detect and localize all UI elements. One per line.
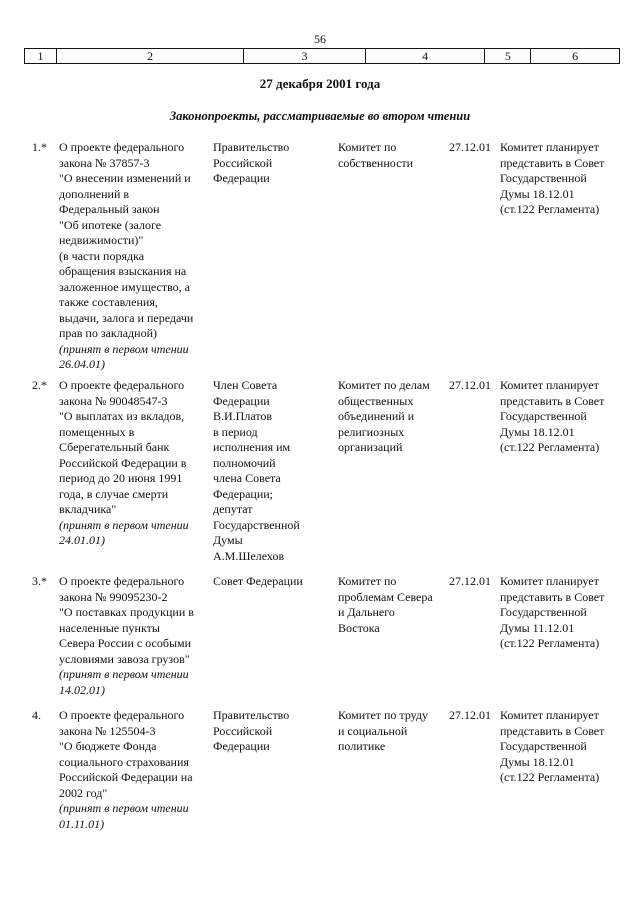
bill-title-line: О проекте федерального: [59, 574, 185, 588]
committee-plan-line: Думы 18.12.01: [500, 424, 575, 439]
consideration-date: 27.12.01: [449, 574, 491, 588]
committee: [338, 378, 450, 456]
committee-plan-line: Думы 18.12.01: [500, 754, 575, 769]
first-reading-note: 14.02.01): [59, 682, 105, 697]
committee-plan: [500, 140, 625, 218]
committee-line: общественных: [338, 393, 414, 408]
bill-title-line: "О поставках продукции в: [59, 605, 194, 619]
first-reading-note: 26.04.01): [59, 357, 105, 371]
bill-title-line: помещенных в: [59, 424, 135, 439]
committee-plan-line: Комитет планирует: [500, 574, 599, 588]
column-header-2: 2: [57, 49, 244, 63]
bill-title-line: Федеральный закон: [59, 202, 160, 216]
bill-title-line: Российской Федерации на: [59, 770, 193, 784]
bill-title-line: Сберегательный банк: [59, 440, 170, 454]
column-header-5: 5: [485, 49, 531, 63]
bill-title-line: О проекте федерального: [59, 708, 185, 722]
committee-line: Комитет по: [338, 574, 397, 588]
entry-number: 2.*: [32, 378, 47, 392]
bill-title-line: года, в случае смерти: [59, 486, 169, 501]
bill-title-line: "О бюджете Фонда: [59, 739, 157, 753]
initiator-line: Член Совета: [213, 378, 278, 392]
bill-title: [59, 378, 207, 549]
initiator-line: исполнения им: [213, 440, 291, 454]
committee-line: Востока: [338, 620, 380, 635]
column-header-4: 4: [366, 49, 486, 63]
committee-plan-line: (ст.122 Регламента): [500, 770, 600, 784]
bill-title-line: Севера России с особыми: [59, 636, 192, 650]
bill-title-line: дополнений в: [59, 186, 130, 201]
committee-plan: [500, 378, 625, 456]
committee-plan-line: Государственной: [500, 409, 587, 423]
date-heading: 27 декабря 2001 года: [259, 76, 381, 91]
initiator: [213, 378, 331, 564]
bill-title-line: социального страхования: [59, 754, 189, 769]
committee-line: политике: [338, 739, 386, 753]
committee-plan-line: представить в Совет: [500, 723, 605, 738]
initiator: [213, 140, 331, 187]
consideration-date: 27.12.01: [449, 378, 491, 392]
bill-title-line: Российской Федерации в: [59, 455, 187, 470]
bill-title-line: 2002 год": [59, 785, 108, 800]
bill-title-line: закона № 90048547-3: [59, 393, 168, 408]
bill-title-line: период до 20 июня 1991: [59, 471, 183, 485]
initiator-line: Федерации: [213, 393, 270, 408]
committee-plan-line: Думы 18.12.01: [500, 186, 575, 201]
committee-line: организаций: [338, 440, 403, 454]
initiator-line: Думы: [213, 533, 243, 547]
committee: [338, 574, 450, 636]
committee-line: и Дальнего: [338, 605, 395, 619]
initiator-line: В.И.Платов: [213, 409, 273, 423]
committee-line: Комитет по: [338, 140, 397, 154]
committee-plan-line: (ст.122 Регламента): [500, 636, 600, 650]
bill-title-line: недвижимости)": [59, 233, 144, 247]
committee-line: проблемам Севера: [338, 589, 433, 604]
committee-plan-line: Комитет планирует: [500, 378, 599, 392]
first-reading-note: (принят в первом чтении: [59, 341, 189, 356]
first-reading-note: 01.11.01): [59, 816, 105, 831]
initiator-line: Федерации: [213, 171, 270, 185]
first-reading-note: (принят в первом чтении: [59, 801, 189, 815]
committee-plan-line: Комитет планирует: [500, 140, 599, 154]
initiator-line: А.М.Шелехов: [213, 548, 285, 563]
initiator-line: Российской: [213, 723, 273, 738]
committee-plan-line: Комитет планирует: [500, 708, 599, 722]
bill-title-line: заложенное имущество, а: [59, 279, 190, 294]
initiator-line: депутат: [213, 502, 253, 516]
bill-title-line: О проекте федерального: [59, 140, 185, 154]
initiator-line: Российской: [213, 155, 273, 170]
bill-title-line: условиями завоза грузов": [59, 651, 190, 666]
column-header-6: 6: [572, 49, 579, 63]
first-reading-note: 24.01.01): [59, 533, 105, 547]
consideration-date: 27.12.01: [449, 140, 491, 154]
entry-number: 1.*: [32, 140, 47, 154]
committee-plan-line: представить в Совет: [500, 155, 605, 170]
bill-title-line: выдачи, залога и передачи: [59, 310, 194, 325]
committee-plan: [500, 708, 625, 786]
entry-number: 3.*: [32, 574, 47, 588]
bill-title: [59, 140, 207, 373]
committee-plan: [500, 574, 625, 652]
committee-plan-line: Государственной: [500, 171, 587, 185]
bill-title-line: "О выплатах из вкладов,: [59, 409, 185, 423]
first-reading-note: (принят в первом чтении: [59, 517, 189, 532]
bill-title-line: вкладчика": [59, 502, 117, 516]
committee-line: собственности: [338, 155, 414, 170]
committee-plan-line: представить в Совет: [500, 393, 605, 408]
initiator-line: полномочий: [213, 455, 276, 470]
committee-plan-line: представить в Совет: [500, 589, 605, 604]
bill-title-line: "Об ипотеке (залоге: [59, 217, 162, 232]
initiator: [213, 574, 331, 590]
bill-title-line: также составления,: [59, 295, 158, 309]
initiator: [213, 708, 331, 755]
bill-title-line: прав по закладной): [59, 326, 157, 340]
committee: [338, 140, 450, 171]
bill-title-line: "О внесении изменений и: [59, 171, 191, 185]
initiator-line: в период: [213, 424, 258, 439]
bill-title-line: населенные пункты: [59, 620, 160, 635]
committee-plan-line: Государственной: [500, 739, 587, 753]
initiator-line: Правительство: [213, 708, 290, 722]
committee-line: и социальной: [338, 723, 408, 738]
first-reading-note: (принят в первом чтении: [59, 667, 189, 681]
bill-title-line: (в части порядка: [59, 248, 145, 263]
committee-line: Комитет по труду: [338, 708, 429, 722]
committee-plan-line: (ст.122 Регламента): [500, 440, 600, 454]
column-header-1: 1: [25, 49, 57, 63]
committee-plan-line: Думы 11.12.01: [500, 620, 575, 635]
consideration-date: 27.12.01: [449, 708, 491, 722]
committee-line: Комитет по делам: [338, 378, 430, 392]
bill-title: [59, 574, 207, 698]
committee-line: религиозных: [338, 424, 405, 439]
column-header-3: 3: [244, 49, 366, 63]
committee-plan-line: (ст.122 Регламента): [500, 202, 600, 216]
committee-plan-line: Государственной: [500, 605, 587, 619]
initiator-line: Совет Федерации: [213, 574, 303, 588]
bill-title-line: закона № 125504-3: [59, 723, 156, 738]
entry-number: 4.: [32, 708, 41, 722]
column-number-header: [24, 48, 620, 64]
committee: [338, 708, 450, 755]
bill-title-line: О проекте федерального: [59, 378, 185, 392]
bill-title: [59, 708, 207, 832]
bill-title-line: закона № 99095230-2: [59, 589, 168, 604]
initiator-line: Государственной: [213, 517, 300, 532]
section-heading: Законопроекты, рассматриваемые во втором чтении: [169, 109, 471, 123]
initiator-line: Федерации: [213, 739, 270, 753]
initiator-line: Правительство: [213, 140, 290, 154]
bill-title-line: закона № 37857-3: [59, 155, 150, 170]
bill-title-line: обращения взыскания на: [59, 264, 187, 278]
page-number: 56: [314, 32, 326, 46]
initiator-line: члена Совета: [213, 471, 281, 485]
committee-line: объединений и: [338, 409, 415, 423]
initiator-line: Федерации;: [213, 486, 274, 501]
